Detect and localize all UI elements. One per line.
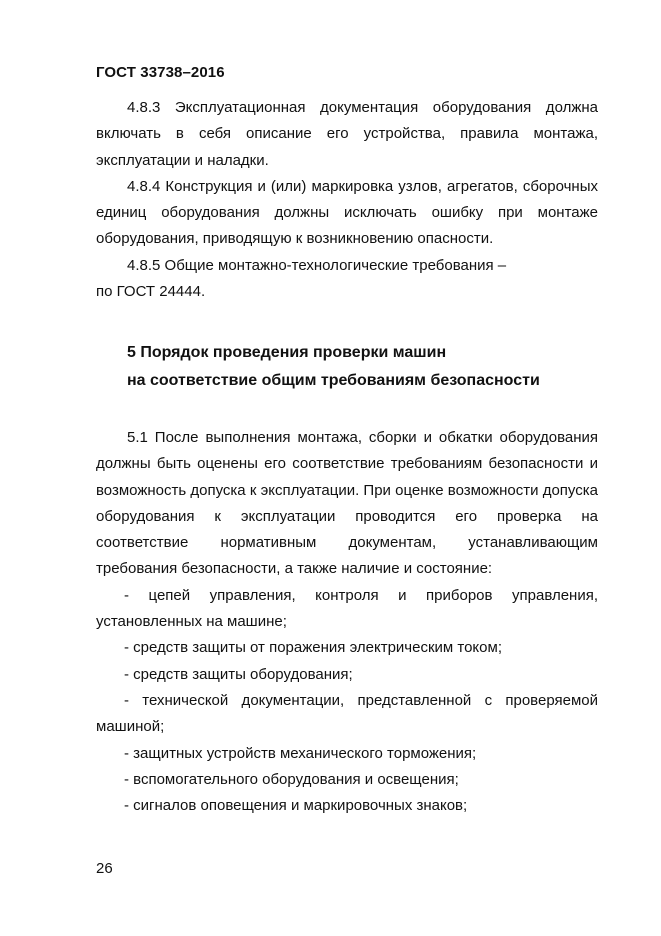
page-number: 26 (96, 860, 113, 877)
section-title-line-1: 5 Порядок проведения проверки машин (127, 344, 447, 361)
paragraph-4-8-5: 4.8.5 Общие монтажно-технологические требования – (127, 256, 507, 274)
list-item: - цепей управления, контроля и приборов управления, установленных на машине; (96, 586, 598, 631)
top-text-block (96, 95, 598, 305)
main-text-block (96, 425, 598, 819)
list-item: - защитных устройств механического торможения; (124, 744, 477, 762)
list-item: - средств защиты оборудования; (124, 665, 353, 683)
section-title (127, 339, 597, 395)
paragraph-4-8-4: 4.8.4 Конструкция и (или) маркировка узлов, агрегатов, сборочных единиц оборудования должны исключать ошибку при монтаже оборудования, приводящую к возникновению опасности. (96, 177, 598, 248)
list-item: - вспомогательного оборудования и освещения; (124, 770, 459, 788)
paragraph-4-8-3: 4.8.3 Эксплуатационная документация оборудования должна включать в себя описание его устройства, правила монтажа, эксплуатации и наладки. (96, 99, 598, 169)
list-item: - сигналов оповещения и маркировочных знаков; (124, 797, 468, 815)
list-item: - средств защиты от поражения электрическим током; (124, 639, 502, 657)
list-item: - технической документации, представленной с проверяемой машиной; (96, 691, 598, 736)
paragraph-5-1: 5.1 После выполнения монтажа, сборки и обкатки оборудования должны быть оценены его соответствие требованиям безопасности и возможность допуска к эксплуатации. При оценке возможности допуска оборудования к эксплуатации проводится его проверка на соответствие нормативным документам, устанавливающим требования безопасности, а также наличие и состояние: (96, 429, 598, 578)
section-title-line-2: на соответствие общим требованиям безопасности (127, 372, 540, 389)
document-header: ГОСТ 33738–2016 (96, 64, 225, 81)
paragraph-4-8-5-continuation: по ГОСТ 24444. (96, 283, 206, 301)
